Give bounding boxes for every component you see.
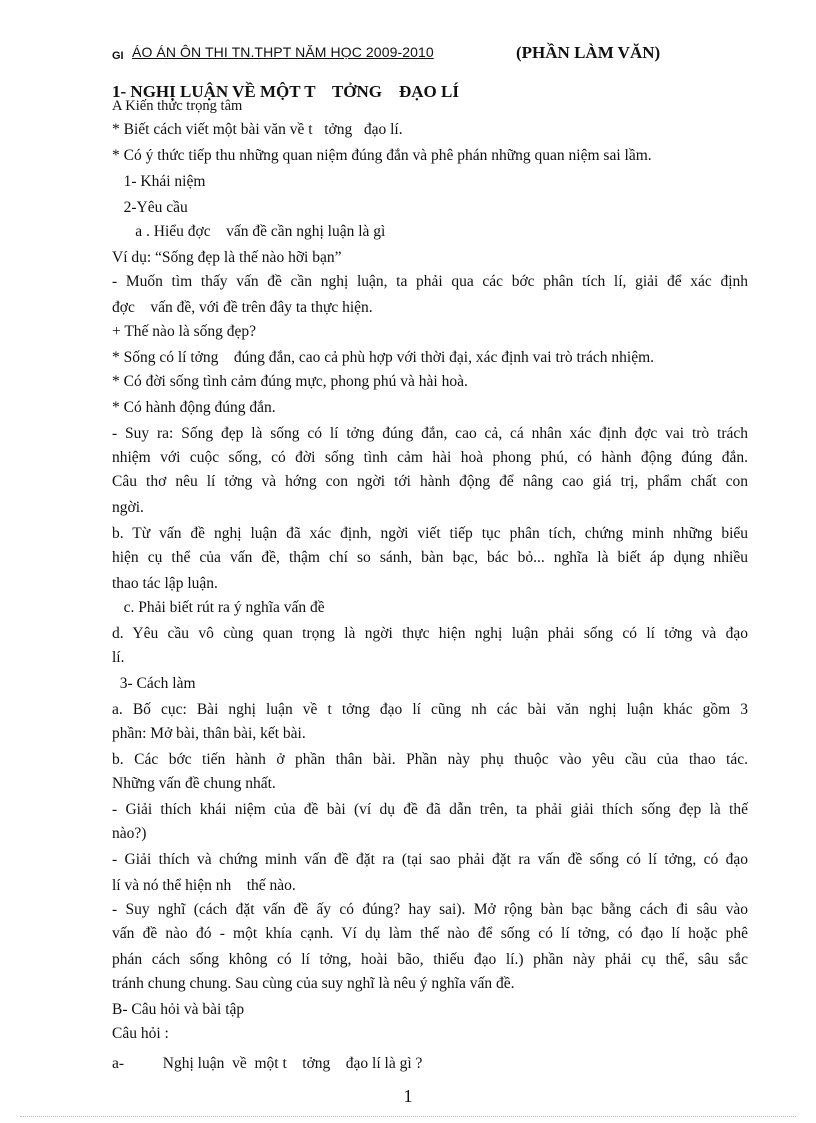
body-line: Câu thơ nêu lí tởng và hớng con ngời tới hành động để nâng cao giá trị, phẩm chất con (112, 473, 748, 490)
body-line: hiện cụ thể của vấn đề, thậm chí so sánh, bàn bạc, bác bỏ... nghĩa là biết áp dụng nhiều (112, 549, 748, 566)
body-line: b. Từ vấn đề nghị luận đã xác định, ngời viết tiếp tục phân tích, chứng minh những biểu (112, 525, 748, 542)
section-heading: 1- NGHỊ LUẬN VỀ MỘT T TỞNG ĐẠO LÍ (112, 82, 459, 101)
body-line: Ví dụ: “Sống đẹp là thế nào hỡi bạn” (112, 249, 342, 266)
footer-divider (20, 1116, 796, 1117)
body-line: * Biết cách viết một bài văn về t tởng đạo lí. (112, 121, 403, 138)
body-line: * Có đời sống tình cảm đúng mực, phong phú và hài hoà. (112, 373, 468, 390)
body-line: Những vấn đề chung nhất. (112, 775, 276, 792)
body-line: * Sống có lí tởng đúng đắn, cao cả phù hợp với thời đại, xác định vai trò trách nhiệm. (112, 349, 655, 366)
body-line: lí và nó thể hiện nh thế nào. (112, 877, 296, 894)
body-line: đợc vấn đề, với đề trên đây ta thực hiện. (112, 299, 373, 316)
body-line: - Suy ra: Sống đẹp là sống có lí tởng đúng đắn, cao cả, cá nhân xác định đợc vai trò trách (112, 425, 748, 442)
page-number: 1 (403, 1086, 413, 1106)
header-title: ÁO ÁN ÔN THI TN.THPT NĂM HỌC 2009-2010 (132, 44, 434, 60)
body-line: B- Câu hỏi và bài tập (112, 1001, 245, 1018)
header-subtitle: (PHẦN LÀM VĂN) (516, 43, 661, 62)
body-line: * Có ý thức tiếp thu những quan niệm đúng đắn và phê phán những quan niệm sai lầm. (112, 147, 652, 164)
body-line: phần: Mở bài, thân bài, kết bài. (112, 725, 306, 742)
body-line: d. Yêu cầu vô cùng quan trọng là ngời thực hiện nghị luận phải sống có lí tởng và đạo (112, 625, 748, 642)
body-line: a. Bố cục: Bài nghị luận về t tởng đạo lí cũng nh các bài văn nghị luận khác gồm 3 (112, 701, 748, 718)
body-line: a- Nghị luận về một t tởng đạo lí là gì ? (112, 1055, 423, 1072)
body-line: b. Các bớc tiến hành ở phần thân bài. Phần này phụ thuộc vào yêu cầu của thao tác. (112, 751, 748, 768)
body-line: vấn đề nào đó - một khía cạnh. Ví dụ làm thế nào để sống có lí tởng, có đạo lí hoặc phê (112, 925, 748, 942)
page-header (112, 42, 752, 66)
body-line: 3- Cách làm (112, 675, 196, 692)
body-line: Câu hỏi : (112, 1025, 169, 1042)
body-line: phán cách sống không có lí tởng, hoài bão, thiếu đạo lí.) phần này phải cụ thể, sâu sắc (112, 951, 748, 968)
body-line: c. Phải biết rút ra ý nghĩa vấn đề (112, 599, 325, 616)
body-line: nhiệm với cuộc sống, có đời sống tình cảm hài hoà phong phú, có hành động đúng đắn. (112, 449, 748, 466)
body-line: 2-Yêu cầu (112, 199, 188, 216)
body-line: ngời. (112, 499, 144, 516)
body-line: tránh chung chung. Sau cùng của suy nghĩ là nêu ý nghĩa vấn đề. (112, 975, 515, 992)
body-line: a . Hiểu đợc vấn đề cần nghị luận là gì (112, 223, 386, 240)
body-line: 1- Khái niệm (112, 173, 206, 190)
body-line: + Thế nào là sống đẹp? (112, 323, 257, 340)
body-line: A Kiến thức trọng tâm (112, 98, 243, 114)
body-line: - Giải thích và chứng minh vấn đề đặt ra (tại sao phải đặt ra vấn đề sống có lí tởng, có đạo (112, 851, 748, 868)
body-line: - Giải thích khái niệm của đề bài (ví dụ đề đã dẫn trên, ta phải giải thích sống đẹp là thế (112, 801, 748, 818)
body-line: thao tác lập luận. (112, 575, 218, 592)
body-line: * Có hành động đúng đắn. (112, 399, 276, 416)
header-prefix: GI (112, 50, 124, 62)
body-line: - Muốn tìm thấy vấn đề cần nghị luận, ta phải qua các bớc phân tích lí, giải để xác định (112, 273, 748, 290)
body-line: - Suy nghĩ (cách đặt vấn đề ấy có đúng? hay sai). Mở rộng bàn bạc bằng cách đi sâu vào (112, 901, 748, 918)
body-line: nào?) (112, 825, 147, 842)
body-line: lí. (112, 649, 125, 666)
